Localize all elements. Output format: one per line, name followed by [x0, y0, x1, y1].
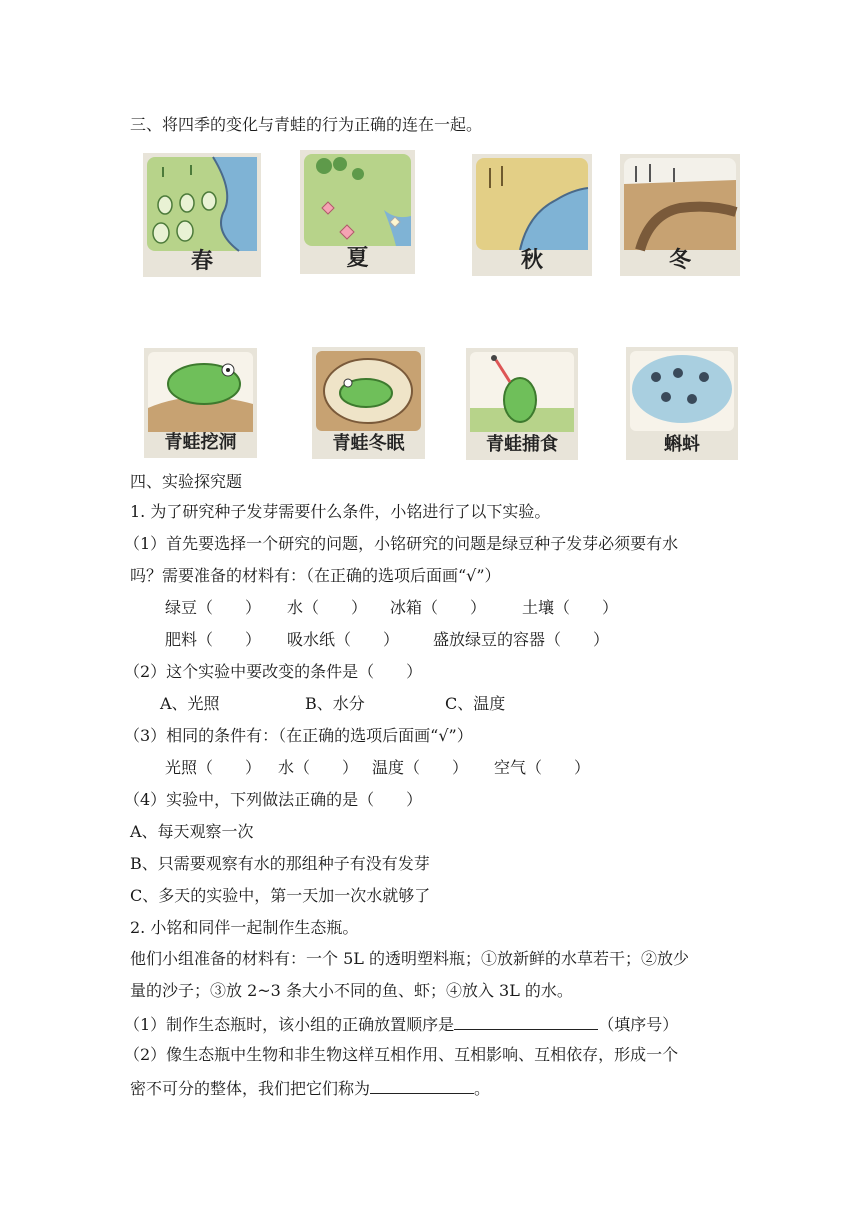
- q2-part2-suffix: 。: [474, 1079, 491, 1098]
- q1-part2-option-a[interactable]: A、光照: [160, 694, 220, 713]
- behavior-card-tadpole: [626, 347, 738, 460]
- materials-soil[interactable]: 土壤（ ）: [522, 598, 619, 617]
- q1-part4: （4）实验中，下列做法正确的是（ ）: [124, 790, 423, 809]
- q1-part4-option-b[interactable]: B、只需要观察有水的那组种子有没有发芽: [130, 854, 430, 873]
- same-condition-temperature[interactable]: 温度（ ）: [372, 758, 469, 777]
- season-card-spring: [143, 153, 261, 277]
- behavior-label-dig: 青蛙挖洞: [164, 432, 237, 453]
- materials-fertilizer[interactable]: 肥料（ ）: [165, 630, 262, 649]
- q1-intro: 1. 为了研究种子发芽需要什么条件，小铭进行了以下实验。: [130, 502, 551, 521]
- section-3-heading: 三、将四季的变化与青蛙的行为正确的连在一起。: [130, 115, 483, 134]
- q1-part2-option-b[interactable]: B、水分: [305, 694, 365, 713]
- q1-part4-option-a[interactable]: A、每天观察一次: [130, 822, 254, 841]
- behavior-label-tadpole: 蝌蚪: [664, 434, 700, 455]
- q2-part2-line2: [130, 1076, 490, 1100]
- season-label-summer: 夏: [346, 246, 369, 271]
- q2-part2-line1: （2）像生态瓶中生物和非生物这样互相作用、互相影响、互相依存，形成一个: [124, 1045, 679, 1064]
- q1-part2-option-c[interactable]: C、温度: [445, 694, 506, 713]
- same-condition-water[interactable]: 水（ ）: [278, 758, 359, 777]
- q2-part1-answer-blank[interactable]: [454, 1012, 598, 1030]
- behavior-label-hibernate: 青蛙冬眠: [332, 433, 405, 454]
- q1-part3: （3）相同的条件有：（在正确的选项后面画“√”）: [124, 726, 473, 745]
- season-label-winter: 冬: [668, 248, 691, 273]
- materials-container[interactable]: 盛放绿豆的容器（ ）: [433, 630, 610, 649]
- q2-materials-line1: 他们小组准备的材料有：一个 5L 的透明塑料瓶；①放新鲜的水草若干；②放少: [130, 949, 689, 968]
- season-label-autumn: 秋: [520, 248, 543, 273]
- section-4-heading: 四、实验探究题: [130, 472, 243, 491]
- materials-fridge[interactable]: 冰箱（ ）: [390, 598, 487, 617]
- q1-part4-option-c[interactable]: C、多天的实验中，第一天加一次水就够了: [130, 886, 431, 905]
- season-card-winter: [620, 154, 740, 276]
- same-condition-light[interactable]: 光照（ ）: [165, 758, 262, 777]
- q1-part1-line1: （1）首先要选择一个研究的问题，小铭研究的问题是绿豆种子发芽必须要有水: [124, 534, 679, 553]
- q1-part2: （2）这个实验中要改变的条件是（ ）: [124, 662, 423, 681]
- materials-absorbent-paper[interactable]: 吸水纸（ ）: [287, 630, 400, 649]
- season-label-spring: 春: [190, 249, 213, 274]
- q2-part1-suffix: （填序号）: [598, 1015, 679, 1034]
- season-card-summer: [300, 150, 415, 274]
- materials-mung-bean[interactable]: 绿豆（ ）: [165, 598, 262, 617]
- q2-part1: [124, 1012, 678, 1036]
- behavior-card-dig: [144, 348, 257, 458]
- season-card-autumn: [472, 154, 592, 276]
- q1-part1-line2: 吗？需要准备的材料有：（在正确的选项后面画“√”）: [130, 566, 501, 585]
- q2-part1-prefix: （1）制作生态瓶时，该小组的正确放置顺序是: [124, 1015, 455, 1034]
- materials-water[interactable]: 水（ ）: [287, 598, 368, 617]
- q2-intro: 2. 小铭和同伴一起制作生态瓶。: [130, 918, 359, 937]
- q2-part2-prefix: 密不可分的整体，我们把它们称为: [130, 1079, 371, 1098]
- same-condition-air[interactable]: 空气（ ）: [494, 758, 591, 777]
- q2-part2-answer-blank[interactable]: [370, 1076, 474, 1094]
- q2-materials-line2: 量的沙子；③放 2~3 条大小不同的鱼、虾；④放入 3L 的水。: [130, 981, 573, 1000]
- behavior-label-hunt: 青蛙捕食: [486, 434, 558, 455]
- behavior-card-hunt: [466, 348, 578, 460]
- behavior-card-hibernate: [312, 347, 425, 459]
